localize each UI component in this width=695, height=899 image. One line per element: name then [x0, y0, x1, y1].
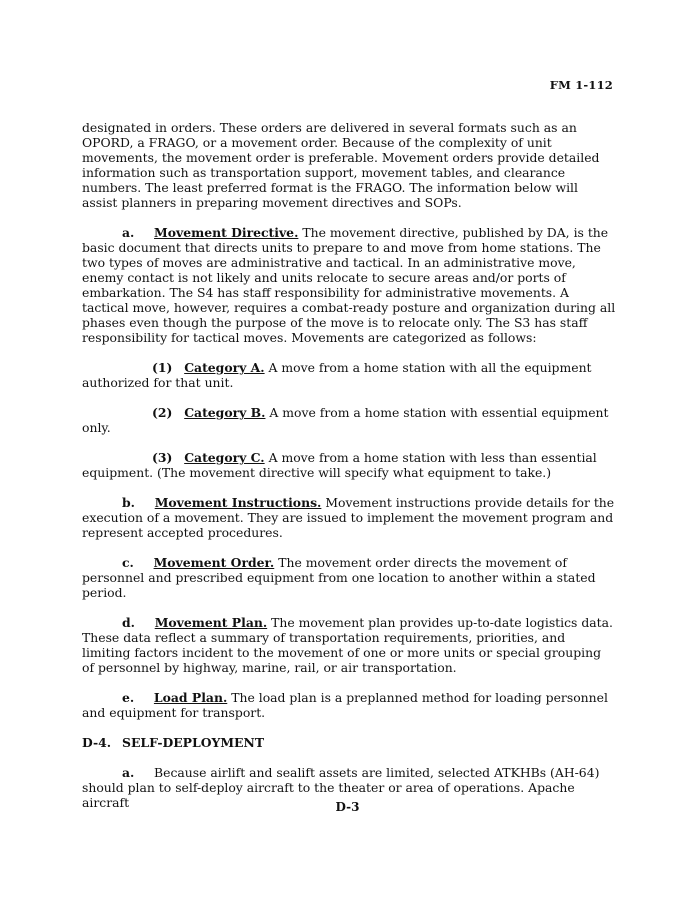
subparagraph-1-label: (1) — [152, 360, 173, 375]
paragraph-d-text: The movement plan provides up-to-date logistics data. These data reflect a summary of transportation requirements, priorities, and limiting factors incident to the movement of one or more units or special grouping of personnel by highway, marine, rail, or air transportation. — [82, 615, 613, 675]
paragraph-a-text: The movement directive, published by DA, is the basic document that directs units to prepare to and move from home stations. The two types of moves are administrative and tactical. In an administrative move, enemy contact is not likely and units relocate to secure areas and/or ports of embarkation. The S4 has staff responsibility for administrative movements. A tactical move, however, requires a combat-ready posture and organization during all phases even though the purpose of the move is to relocate only. The S3 has staff responsibility for tactical moves. Movements are categorized as follows: — [82, 225, 616, 345]
subparagraph-2 — [82, 405, 616, 435]
paragraph-c-text: The movement order directs the movement of personnel and prescribed equipment from one location to another within a stated period. — [82, 555, 596, 600]
section-number: D-4. — [82, 735, 112, 750]
paragraph-b-label: b. — [122, 495, 135, 510]
subparagraph-2-label: (2) — [152, 405, 173, 420]
page-body — [82, 120, 616, 825]
paragraph-b-title: Movement Instructions. — [154, 495, 322, 510]
page-number: D-3 — [335, 800, 360, 814]
paragraph-e-text: The load plan is a preplanned method for loading personnel and equipment for transport. — [82, 690, 608, 720]
paragraph-e-title: Load Plan. — [153, 690, 228, 705]
paragraph-e-label: e. — [122, 690, 135, 705]
subparagraph-1 — [82, 360, 616, 390]
paragraph-e — [82, 690, 616, 720]
paragraph-c-title: Movement Order. — [153, 555, 275, 570]
section-paragraph-a-label: a. — [122, 765, 135, 780]
paragraph-a-title: Movement Directive. — [154, 225, 299, 240]
subparagraph-3-label: (3) — [152, 450, 173, 465]
subparagraph-2-title: Category B. — [184, 405, 266, 420]
intro-paragraph: designated in orders. These orders are delivered in several formats such as an OPORD, a FRAGO, or a movement order. Because of the complexity of unit movements, the movement order is preferable. Movement orders provide detailed information such as transportation support, movement tables, and clearance numbers. The least preferred format is the FRAGO. The information below will assist planners in preparing movement directives and SOPs. — [82, 120, 600, 210]
paragraph-d-title: Movement Plan. — [154, 615, 268, 630]
paragraph-c — [82, 555, 616, 600]
subparagraph-1-text: A move from a home station with all the equipment authorized for that unit. — [82, 360, 592, 390]
document-id: FM 1-112 — [549, 78, 613, 92]
subparagraph-2-text: A move from a home station with essential equipment only. — [82, 405, 609, 435]
subparagraph-3-text: A move from a home station with less than essential equipment. (The movement directive will specify what equipment to take.) — [82, 450, 597, 480]
paragraph-d-label: d. — [122, 615, 135, 630]
subparagraph-3 — [82, 450, 616, 480]
paragraph-c-label: c. — [122, 555, 134, 570]
subparagraph-1-title: Category A. — [184, 360, 265, 375]
section-paragraph-a-text: Because airlift and sealift assets are limited, selected ATKHBs (AH-64) should plan to self-deploy aircraft to the theater or area of operations. Apache aircraft — [82, 765, 600, 810]
subparagraph-3-title: Category C. — [184, 450, 265, 465]
section-heading — [82, 735, 616, 750]
paragraph-b — [82, 495, 616, 540]
paragraph-a — [82, 225, 616, 345]
paragraph-a-label: a. — [122, 225, 135, 240]
paragraph-b-text: Movement instructions provide details for the execution of a movement. They are issued to implement the movement program and represent accepted procedures. — [82, 495, 615, 540]
paragraph-d — [82, 615, 616, 675]
section-title: SELF-DEPLOYMENT — [122, 735, 265, 750]
